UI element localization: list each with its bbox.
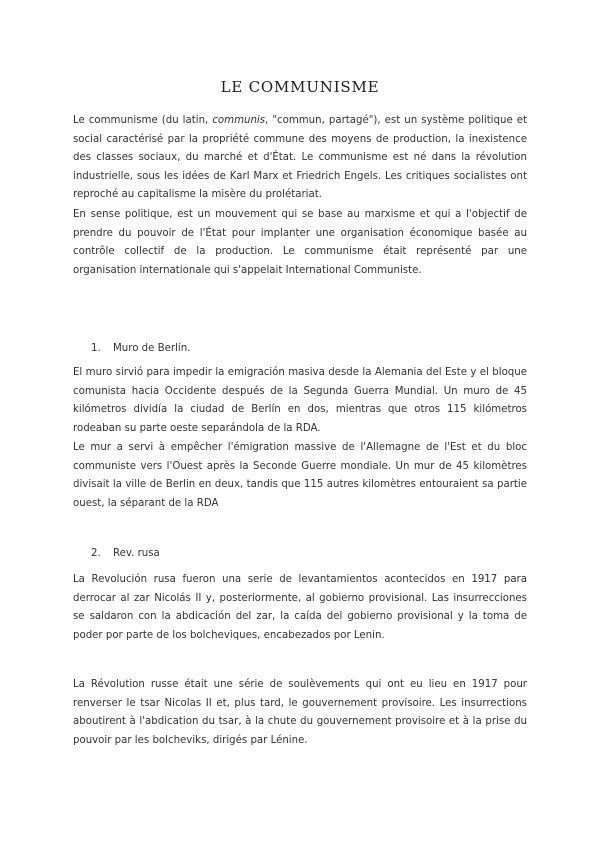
section-2-number: 2.: [91, 548, 101, 559]
section-2-paragraph-es: La Revolución rusa fueron una serie de levantamientos acontecidos en 1917 para derrocar al zar Nicolás II y, posteriormente, al gobierno provisional. Las insurrecciones se saldaron con la abdicación del zar, la caída del gobierno provisional y la toma de poder por parte de los bolcheviques, encabezados por Lenin.: [73, 574, 527, 641]
section-2-paragraph-fr: La Révolution russe était une série de soulèvements qui ont eu lieu en 1917 pour renverser le tsar Nicolas II et, plus tard, le gouvernement provisoire. Les insurrections aboutirent à l'abdication du tsar, à la chute du gouvernement provisoire et à la prise du pouvoir par les bolcheviks, dirigés par Lénine.: [73, 679, 527, 746]
section-1-paragraph-es: El muro sirvió para impedir la emigración masiva desde la Alemania del Este y el bloque comunista hacia Occidente después de la Segunda Guerra Mundial. Un muro de 45 kilómetros dividía la ciudad de Berlín en dos, mientras que otros 115 kilómetros rodeaban su parte oeste separándola de la RDA.: [73, 367, 527, 434]
section-1-heading: [91, 341, 190, 357]
document-title: LE COMMUNISME: [220, 78, 380, 96]
intro-paragraph-2: En sense politique, est un mouvement qui se base au marxisme et qui a l'objectif de prendre du pouvoir de l'État pour implanter une organisation économique basée au contrôle collectif de la production. Le communisme était représenté par une organisation internationale qui s'appelait International Communiste.: [73, 209, 527, 276]
intro-p1-rest: , "commun, partagé"), est un système politique et social caractérisé par la propriété commune des moyens de production, la inexistence des classes sociaux, du marché et d'État. Le communisme est né dans la révolution industrielle, sous les idées de Karl Marx et Friedrich Engels. Les critiques socialistes ont reproché au capitalisme la misère du prolétariat.: [73, 115, 527, 201]
section-1-number: 1.: [91, 343, 101, 354]
section-1-paragraph-fr: Le mur a servi à empêcher l'émigration massive de l'Allemagne de l'Est et du bloc communiste vers l'Ouest après la Seconde Guerre mondiale. Un mur de 45 kilomètres divisait la ville de Berlin en deux, tandis que 115 autres kilomètres entouraient sa partie ouest, la séparant de la RDA: [73, 442, 527, 509]
section-2-title: Rev. rusa: [113, 548, 160, 559]
section-2-heading: [91, 546, 160, 562]
intro-p1-start: Le communisme (du latin,: [73, 115, 213, 126]
section-1-title: Muro de Berlín.: [113, 343, 191, 354]
intro-p1-italic: communis: [212, 115, 266, 126]
intro-paragraph-1: [73, 112, 527, 205]
